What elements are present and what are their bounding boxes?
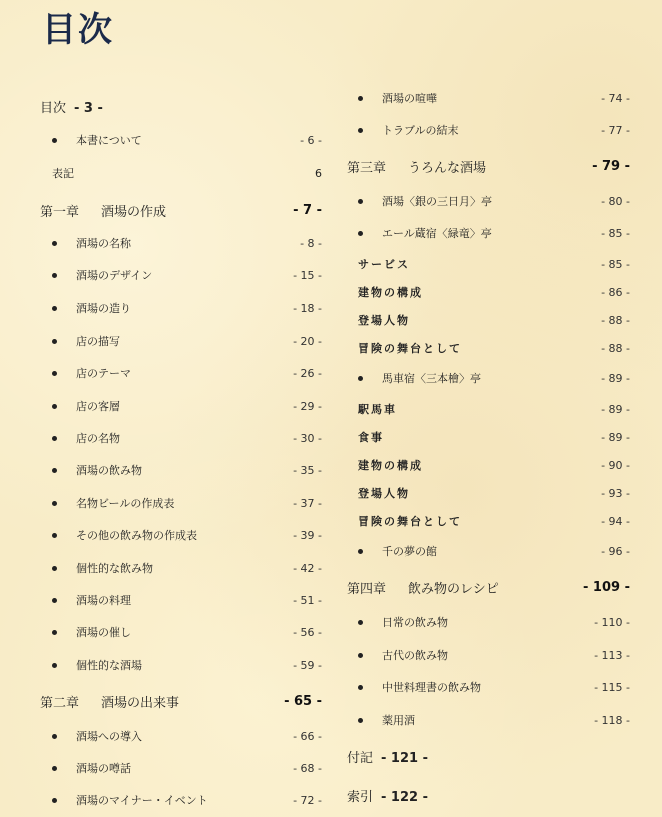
toc-label: 酒場の名称: [76, 237, 131, 250]
bullet-icon: [52, 241, 57, 246]
toc-label: 索引: [347, 789, 374, 805]
chapter-title: 飲み物のレシピ: [408, 581, 499, 597]
toc-page: - 93 -: [601, 486, 630, 500]
toc-label: 冒険の舞台として: [358, 342, 462, 355]
bullet-icon: [52, 734, 57, 739]
toc-subentry[interactable]: [330, 338, 662, 358]
toc-entry[interactable]: [0, 331, 330, 351]
toc-subentry[interactable]: [330, 399, 662, 419]
toc-subentry[interactable]: [330, 511, 662, 531]
toc-page: - 86 -: [601, 285, 630, 299]
toc-label: 古代の飲み物: [382, 649, 448, 662]
toc-page: - 3 -: [74, 100, 103, 116]
toc-label: その他の飲み物の作成表: [76, 529, 197, 542]
bullet-icon: [52, 404, 57, 409]
toc-entry[interactable]: [0, 396, 330, 416]
toc-chapter[interactable]: [0, 200, 330, 220]
toc-page: - 109 -: [583, 579, 630, 595]
bullet-icon: [52, 566, 57, 571]
chapter-title: 酒場の出来事: [101, 695, 180, 711]
bullet-icon: [52, 630, 57, 635]
toc-label: 酒場の飲み物: [76, 464, 142, 477]
toc-page: - 121 -: [381, 750, 428, 766]
toc-label: 表記: [52, 167, 74, 180]
toc-label: トラブルの結末: [382, 124, 459, 137]
toc-label: 個性的な酒場: [76, 659, 142, 672]
toc-page: - 80 -: [601, 194, 630, 208]
toc-entry[interactable]: [0, 726, 330, 746]
toc-label: 馬車宿〈三本檜〉亭: [382, 372, 481, 385]
toc-label: 酒場の料理: [76, 594, 131, 607]
toc-page: - 65 -: [284, 693, 322, 709]
toc-entry-appendix[interactable]: [330, 746, 662, 766]
toc-subentry[interactable]: [330, 254, 662, 274]
bullet-icon: [52, 501, 57, 506]
bullet-icon: [358, 231, 363, 236]
chapter-number: 第一章: [40, 204, 80, 220]
toc-label: 建物の構成: [358, 459, 423, 472]
toc-label: 酒場の催し: [76, 626, 131, 639]
toc-label: 酒場の造り: [76, 302, 131, 315]
toc-page: - 96 -: [601, 544, 630, 558]
toc-subentry[interactable]: [330, 310, 662, 330]
chapter-number: 第四章: [347, 581, 387, 597]
toc-label: 酒場の噂話: [76, 762, 131, 775]
toc-page: - 72 -: [293, 793, 322, 807]
toc-page: - 89 -: [601, 371, 630, 385]
toc-page: - 110 -: [594, 615, 630, 629]
bullet-icon: [358, 199, 363, 204]
page-title: 目次: [42, 10, 114, 50]
toc-entry[interactable]: [330, 223, 662, 243]
toc-subentry[interactable]: [330, 455, 662, 475]
toc-label: 目次: [40, 100, 67, 116]
toc-page: - 118 -: [594, 713, 630, 727]
toc-label: 名物ビールの作成表: [76, 497, 175, 510]
toc-label: 店の描写: [76, 335, 120, 348]
toc-label: 駅馬車: [358, 403, 397, 416]
toc-label: 日常の飲み物: [382, 616, 448, 629]
bullet-icon: [358, 128, 363, 133]
toc-label: 食事: [358, 431, 384, 444]
bullet-icon: [358, 653, 363, 658]
bullet-icon: [52, 798, 57, 803]
toc-entry[interactable]: [330, 120, 662, 140]
toc-page: - 37 -: [293, 496, 322, 510]
toc-page: - 74 -: [601, 91, 630, 105]
toc-page: - 90 -: [601, 458, 630, 472]
chapter-number: 第二章: [40, 695, 80, 711]
toc-label: サービス: [358, 258, 410, 271]
toc-page: - 85 -: [601, 226, 630, 240]
toc-chapter[interactable]: [330, 577, 662, 597]
bullet-icon: [358, 376, 363, 381]
chapter-number: 第三章: [347, 160, 387, 176]
bullet-icon: [52, 766, 57, 771]
bullet-icon: [358, 96, 363, 101]
toc-page: - 68 -: [293, 761, 322, 775]
toc-entry[interactable]: [330, 710, 662, 730]
toc-entry[interactable]: [0, 163, 330, 183]
bullet-icon: [52, 371, 57, 376]
toc-page: - 89 -: [601, 430, 630, 444]
toc-label: 中世料理書の飲み物: [382, 681, 481, 694]
toc-entry[interactable]: [0, 265, 330, 285]
bullet-icon: [52, 468, 57, 473]
toc-entry[interactable]: [0, 428, 330, 448]
toc-page: - 66 -: [293, 729, 322, 743]
chapter-title: うろんな酒場: [408, 160, 487, 176]
toc-entry[interactable]: [0, 460, 330, 480]
toc-page: - 122 -: [381, 789, 428, 805]
toc-entry[interactable]: [0, 233, 330, 253]
toc-chapter[interactable]: [330, 156, 662, 176]
bullet-icon: [52, 663, 57, 668]
bullet-icon: [52, 273, 57, 278]
toc-chapter[interactable]: [0, 691, 330, 711]
toc-entry[interactable]: [0, 655, 330, 675]
toc-subentry[interactable]: [330, 282, 662, 302]
toc-page: - 94 -: [601, 514, 630, 528]
toc-entry[interactable]: [330, 191, 662, 211]
toc-page: - 26 -: [293, 366, 322, 380]
toc-label: 本書について: [76, 134, 142, 147]
toc-page: - 35 -: [293, 463, 322, 477]
toc-label: 登場人物: [358, 314, 410, 327]
toc-label: 店の名物: [76, 432, 120, 445]
toc-page: - 20 -: [293, 334, 322, 348]
bullet-icon: [358, 718, 363, 723]
bullet-icon: [52, 598, 57, 603]
toc-page: - 29 -: [293, 399, 322, 413]
toc-label: 酒場のマイナー・イベント: [76, 794, 208, 807]
toc-label: 建物の構成: [358, 286, 423, 299]
toc-label: 千の夢の館: [382, 545, 437, 558]
toc-entry[interactable]: [330, 612, 662, 632]
toc-page: - 30 -: [293, 431, 322, 445]
toc-entry[interactable]: [0, 363, 330, 383]
toc-page: - 79 -: [592, 158, 630, 174]
toc-label: 酒場〈銀の三日月〉亭: [382, 195, 492, 208]
bullet-icon: [52, 533, 57, 538]
toc-page: - 18 -: [293, 301, 322, 315]
chapter-title: 酒場の作成: [101, 204, 167, 220]
toc-entry-contents[interactable]: [0, 96, 330, 116]
toc-page: - 88 -: [601, 313, 630, 327]
toc-page: - 85 -: [601, 257, 630, 271]
toc-page: - 88 -: [601, 341, 630, 355]
toc-entry[interactable]: [330, 88, 662, 108]
toc-page: - 6 -: [300, 133, 322, 147]
toc-entry[interactable]: [0, 758, 330, 778]
toc-entry[interactable]: [0, 130, 330, 150]
toc-page: 6: [315, 166, 322, 180]
toc-label: エール蔵宿〈緑竜〉亭: [382, 227, 492, 240]
toc-entry[interactable]: [330, 541, 662, 561]
toc-entry[interactable]: [0, 298, 330, 318]
bullet-icon: [358, 620, 363, 625]
toc-page: - 39 -: [293, 528, 322, 542]
toc-page: - 51 -: [293, 593, 322, 607]
toc-label: 酒場の喧嘩: [382, 92, 437, 105]
bullet-icon: [358, 685, 363, 690]
toc-entry[interactable]: [330, 645, 662, 665]
bullet-icon: [52, 436, 57, 441]
toc-page: - 113 -: [594, 648, 630, 662]
toc-page: - 89 -: [601, 402, 630, 416]
bullet-icon: [52, 339, 57, 344]
bullet-icon: [52, 306, 57, 311]
toc-label: 酒場への導入: [76, 730, 142, 743]
toc-entry[interactable]: [0, 590, 330, 610]
toc-label: 個性的な飲み物: [76, 562, 153, 575]
toc-label: 酒場のデザイン: [76, 269, 153, 282]
toc-label: 登場人物: [358, 487, 410, 500]
toc-page: - 77 -: [601, 123, 630, 137]
toc-entry[interactable]: [0, 558, 330, 578]
toc-entry[interactable]: [0, 790, 330, 810]
toc-label: 店の客層: [76, 400, 120, 413]
toc-entry[interactable]: [0, 622, 330, 642]
toc-page: - 15 -: [293, 268, 322, 282]
toc-label: 店のテーマ: [76, 367, 131, 380]
toc-entry[interactable]: [0, 493, 330, 513]
toc-subentry[interactable]: [330, 427, 662, 447]
toc-page: - 7 -: [293, 202, 322, 218]
toc-subentry[interactable]: [330, 483, 662, 503]
bullet-icon: [358, 549, 363, 554]
toc-entry[interactable]: [0, 525, 330, 545]
toc-entry[interactable]: [330, 368, 662, 388]
toc-page: - 115 -: [594, 680, 630, 694]
toc-label: 冒険の舞台として: [358, 515, 462, 528]
toc-label: 薬用酒: [382, 714, 415, 727]
toc-entry[interactable]: [330, 677, 662, 697]
toc-page: - 56 -: [293, 625, 322, 639]
toc-entry-index[interactable]: [330, 785, 662, 805]
toc-label: 付記: [347, 750, 374, 766]
toc-page: - 59 -: [293, 658, 322, 672]
toc-page: - 42 -: [293, 561, 322, 575]
toc-page: - 8 -: [300, 236, 322, 250]
bullet-icon: [52, 138, 57, 143]
